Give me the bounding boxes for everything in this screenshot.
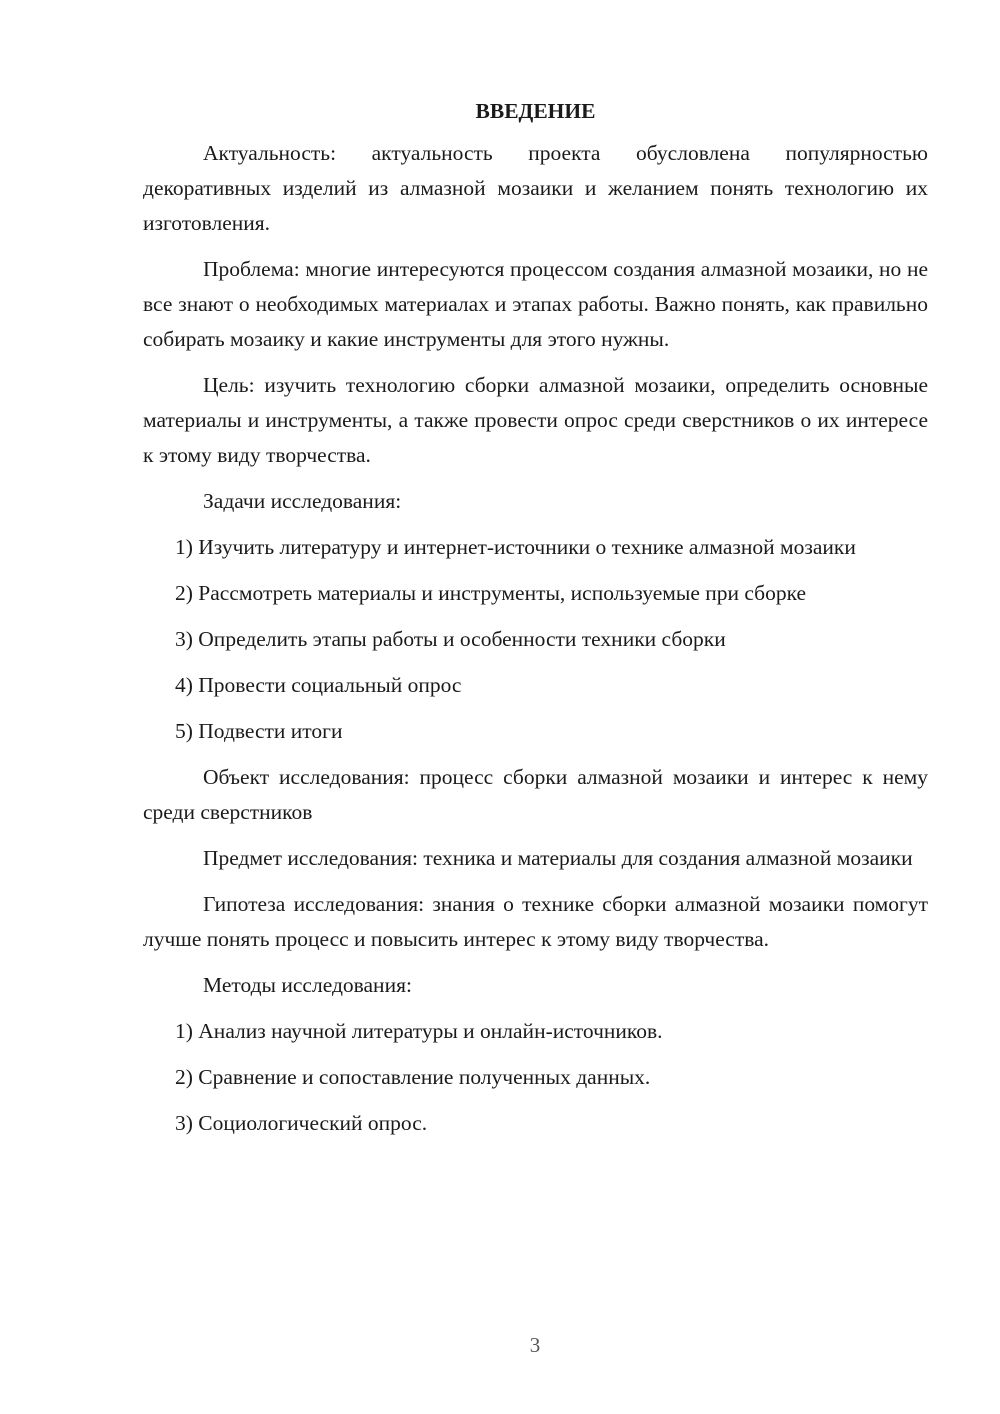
task-item-3: 3) Определить этапы работы и особенности техники сборки [175, 627, 726, 651]
object-paragraph: Объект исследования: процесс сборки алмазной мозаики и интерес к нему среди сверстников [143, 765, 928, 824]
relevance-paragraph: Актуальность: актуальность проекта обусловлена популярностью декоративных изделий из алмазной мозаики и желанием понять технологию их изготовления. [143, 141, 928, 235]
methods-heading: Методы исследования: [203, 973, 412, 997]
tasks-heading: Задачи исследования: [203, 489, 402, 513]
subject-paragraph: Предмет исследования: техника и материалы для создания алмазной мозаики [203, 846, 913, 870]
page-number: 3 [529, 1333, 541, 1357]
document-body [143, 96, 928, 1152]
task-item-4: 4) Провести социальный опрос [175, 673, 462, 697]
method-item-3: 3) Социологический опрос. [175, 1111, 428, 1135]
goal-paragraph: Цель: изучить технологию сборки алмазной мозаики, определить основные материалы и инструменты, а также провести опрос среди сверстников о их интересе к этому виду творчества. [143, 373, 928, 467]
hypothesis-paragraph: Гипотеза исследования: знания о технике сборки алмазной мозаики помогут лучше понять процесс и повысить интерес к этому виду творчества. [143, 892, 928, 951]
method-item-2: 2) Сравнение и сопоставление полученных данных. [175, 1065, 651, 1089]
task-item-5: 5) Подвести итоги [175, 719, 343, 743]
section-title: ВВЕДЕНИЕ [475, 99, 596, 123]
problem-paragraph: Проблема: многие интересуются процессом создания алмазной мозаики, но не все знают о необходимых материалах и этапах работы. Важно понять, как правильно собирать мозаику и какие инструменты для этого нужны. [143, 257, 928, 351]
method-item-1: 1) Анализ научной литературы и онлайн-источников. [175, 1019, 663, 1043]
task-item-2: 2) Рассмотреть материалы и инструменты, используемые при сборке [175, 581, 807, 605]
task-item-1: 1) Изучить литературу и интернет-источники о технике алмазной мозаики [175, 535, 856, 559]
